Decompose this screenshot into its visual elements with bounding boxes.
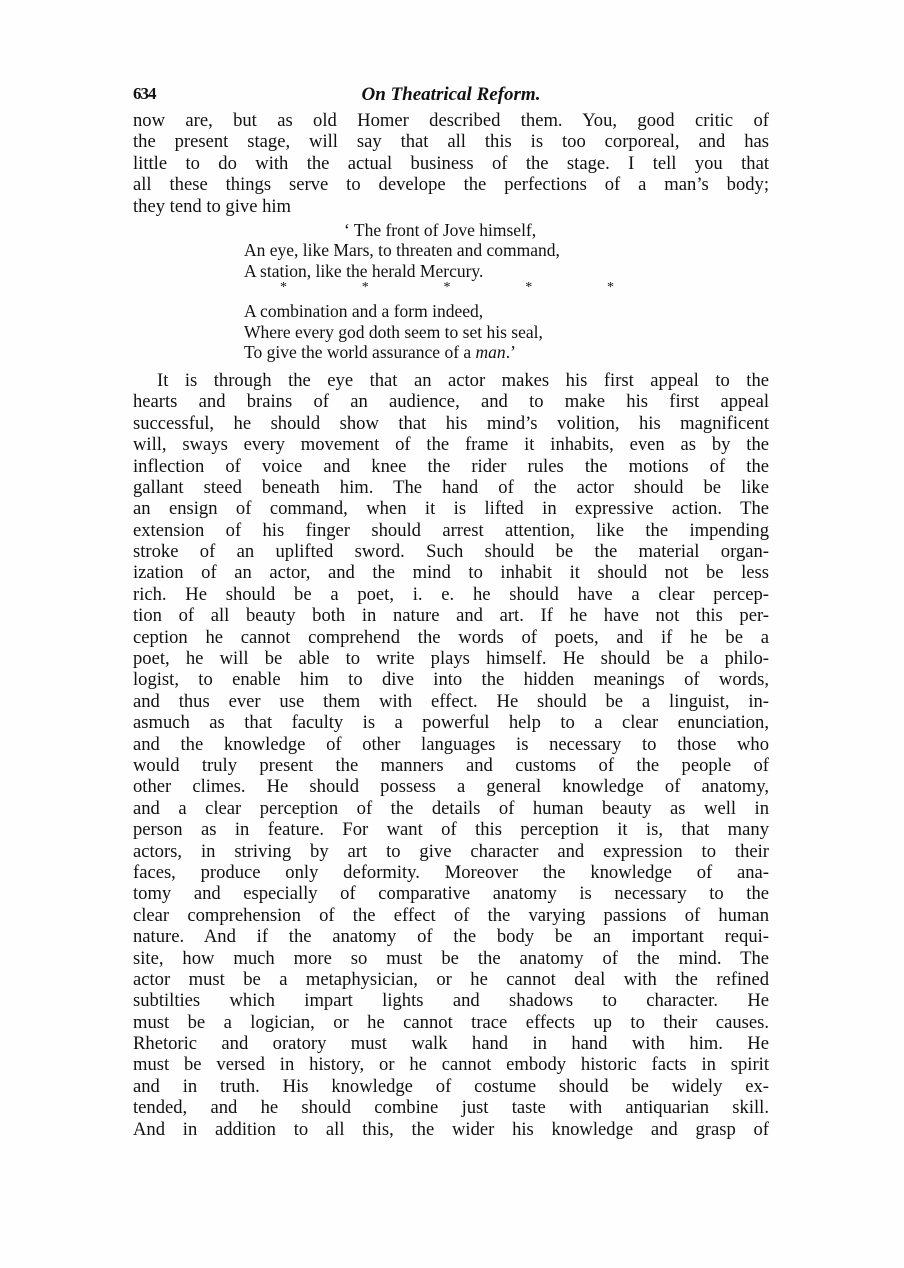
- text-line: must be versed in history, or he cannot embody historic facts in spirit: [133, 1054, 769, 1076]
- text-line: actors, in striving by art to give character and expression to their: [133, 840, 769, 862]
- text-line: successful, he should show that his mind’s volition, his magnificent: [133, 412, 769, 434]
- text-line: tion of all beauty both in nature and art. If he have not this per-: [133, 605, 769, 627]
- text-line: nature. And if the anatomy of the body be an important requi-: [133, 926, 769, 948]
- intro-text: [133, 110, 769, 217]
- text-line: clear comprehension of the effect of the varying passions of human: [133, 904, 769, 926]
- running-title: On Theatrical Reform.: [361, 84, 541, 105]
- text-line: they tend to give him: [133, 195, 292, 217]
- verse-line: A station, like the herald Mercury.: [244, 260, 484, 281]
- verse-line-final: [244, 342, 769, 363]
- text-line: gallant steed beneath him. The hand of the actor should be like: [133, 476, 769, 498]
- text-line: hearts and brains of an audience, and to make his first appeal: [133, 391, 769, 413]
- ellipsis-stars: [244, 281, 614, 301]
- star-glyph: *: [525, 280, 533, 296]
- text-line: extension of his finger should arrest attention, like the impending: [133, 519, 769, 541]
- closing-quote: .’: [505, 342, 516, 363]
- text-line: person as in feature. For want of this perception it is, that many: [133, 819, 769, 841]
- running-head: [133, 84, 769, 108]
- star-glyph: *: [280, 280, 287, 296]
- document-page: [133, 84, 769, 1140]
- verse-text: To give the world assurance of a: [244, 342, 476, 363]
- text-line: Rhetoric and oratory must walk hand in hand with him. He: [133, 1033, 769, 1055]
- text-line: will, sways every movement of the frame it inhabits, even as by the: [133, 434, 769, 456]
- verse-line: ‘ The front of Jove himself,: [344, 219, 537, 240]
- verse-quotation: [244, 220, 769, 363]
- verse-line: An eye, like Mars, to threaten and command,: [244, 240, 560, 261]
- text-line: ization of an actor, and the mind to inhabit it should not be less: [133, 562, 769, 584]
- text-line: would truly present the manners and customs of the people of: [133, 754, 769, 776]
- text-line: an ensign of command, when it is lifted in expressive action. The: [133, 498, 769, 520]
- text-line: must be a logician, or he cannot trace effects up to their causes.: [133, 1011, 769, 1033]
- body-paragraph: [133, 370, 769, 1140]
- text-line: little to do with the actual business of the stage. I tell you that: [133, 152, 769, 174]
- text-line: and thus ever use them with effect. He should be a linguist, in-: [133, 690, 769, 712]
- page-number: 634: [133, 84, 156, 103]
- star-glyph: *: [443, 280, 451, 296]
- text-line: poet, he will be able to write plays himself. He should be a philo-: [133, 648, 769, 670]
- italic-word: man: [475, 342, 506, 363]
- text-line: site, how much more so must be the anatomy of the mind. The: [133, 947, 769, 969]
- text-line: stroke of an uplifted sword. Such should be the material organ-: [133, 541, 769, 563]
- text-line: rich. He should be a poet, i. e. he should have a clear percep-: [133, 583, 769, 605]
- text-line: all these things serve to develope the perfections of a man’s body;: [133, 174, 769, 196]
- text-line: other climes. He should possess a general knowledge of anatomy,: [133, 776, 769, 798]
- text-line: tended, and he should combine just taste with antiquarian skill.: [133, 1097, 769, 1119]
- text-line: ception he cannot comprehend the words of poets, and if he be a: [133, 626, 769, 648]
- star-glyph: *: [361, 280, 369, 296]
- text-line: faces, produce only deformity. Moreover the knowledge of ana-: [133, 861, 769, 883]
- text-line: inflection of voice and knee the rider rules the motions of the: [133, 455, 769, 477]
- text-line: and the knowledge of other languages is necessary to those who: [133, 733, 769, 755]
- text-line: And in addition to all this, the wider his knowledge and grasp of: [133, 1118, 769, 1140]
- text-line: actor must be a metaphysician, or he cannot deal with the refined: [133, 968, 769, 990]
- verse-line: Where every god doth seem to set his seal,: [244, 321, 543, 342]
- text-line: tomy and especially of comparative anatomy is necessary to the: [133, 883, 769, 905]
- text-line: and in truth. His knowledge of costume should be widely ex-: [133, 1075, 769, 1097]
- text-line: logist, to enable him to dive into the hidden meanings of words,: [133, 669, 769, 691]
- text-line: and a clear perception of the details of human beauty as well in: [133, 797, 769, 819]
- star-glyph: *: [607, 280, 614, 296]
- text-line: now are, but as old Homer described them. You, good critic of: [133, 110, 769, 131]
- text-line: the present stage, will say that all this is too corporeal, and has: [133, 131, 769, 153]
- verse-line: A combination and a form indeed,: [244, 301, 484, 322]
- text-line: It is through the eye that an actor makes his first appeal to the: [157, 369, 769, 391]
- text-line: subtilties which impart lights and shadows to character. He: [133, 990, 769, 1012]
- text-line: asmuch as that faculty is a powerful help to a clear enunciation,: [133, 712, 769, 734]
